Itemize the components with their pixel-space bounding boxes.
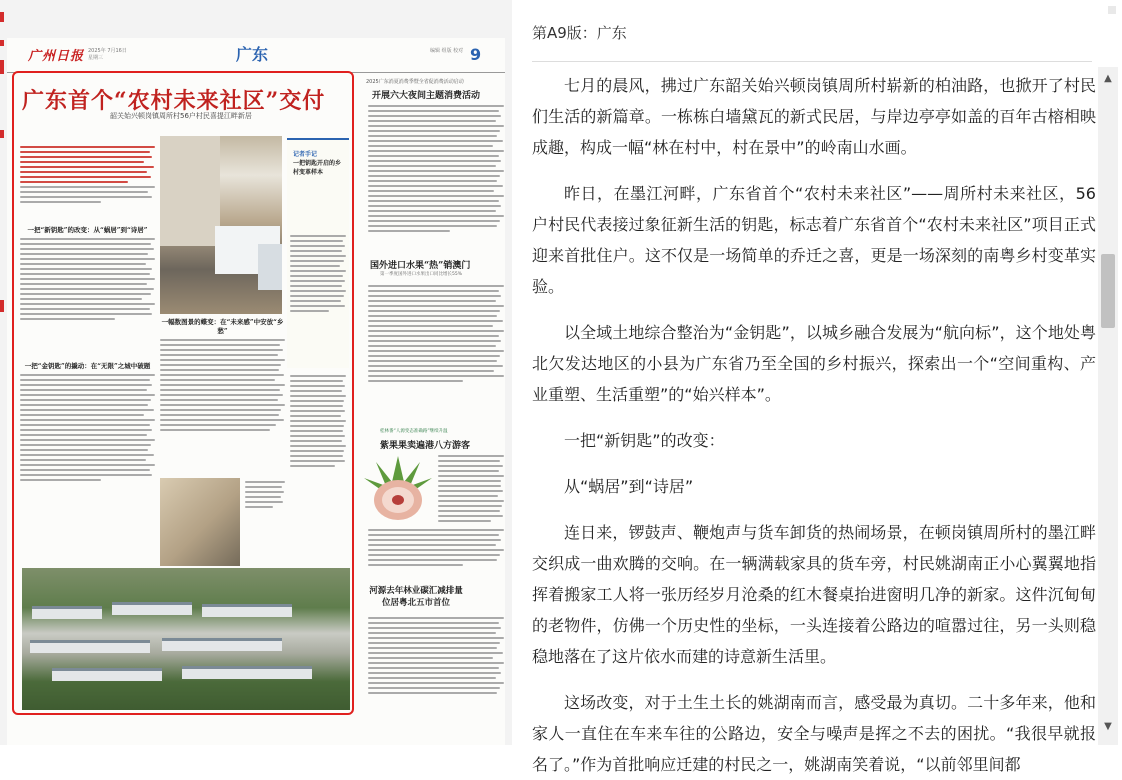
peach-photo	[360, 452, 436, 522]
reporter-note-title: 记者手记 一把钥匙开启的乡村变革样本	[293, 151, 342, 176]
edge-marker	[0, 40, 4, 46]
article-body[interactable]	[532, 70, 1096, 774]
edge-marker	[0, 300, 4, 312]
window-handle-icon	[1108, 6, 1116, 14]
article-paragraph: 从“蜗居”到“诗居”	[564, 477, 694, 496]
page-number: 9	[470, 45, 482, 64]
article-paragraph: 这场改变，对于土生土长的姚湖南而言，感受最为真切。二十多年来，他和家人一直住在车来车往的公路边，安全与噪声是挥之不去的困扰。“我很早就报名了。”作为首批响应迁建的村民之一，姚湖南笑着说，“以前邻里间都	[532, 693, 1096, 774]
edge-marker	[0, 130, 4, 138]
article-paragraph: 七月的晨风，拂过广东韶关始兴顿岗镇周所村崭新的柏油路，也掀开了村民们生活的新篇章。一栋栋白墙黛瓦的新式民居，与岸边亭亭如盖的百年古榕相映成趣，构成一幅“林在村中，村在景中”的岭南山水画。	[532, 76, 1096, 157]
newspaper-page-view[interactable]	[0, 0, 513, 745]
right-article-4-text	[368, 614, 504, 697]
right-article-1-text	[368, 102, 504, 235]
article-paragraph: 以全域土地综合整治为“金钥匙”，以城乡融合发展为“航向标”，这个地处粤北欠发达地区的小县为广东省乃至全国的乡村振兴，探索出一个“空间重构、产业重塑、生活重塑”的“始兴样本”。	[532, 323, 1096, 404]
article-paragraph: 连日来，锣鼓声、鞭炮声与货车卸货的热闹场景，在顿岗镇周所村的墨江畔交织成一曲欢腾的交响。在一辆满载家具的货车旁，村民姚湖南正小心翼翼地指挥着搬家工人将一张历经岁月沧桑的红木餐桌抬进窗明几净的新家。这件沉甸甸的老物件，仿佛一个历史性的坐标，一头连接着公路边的喧嚣过往，另一头则稳稳地落在了这片依水而建的诗意新生活里。	[532, 523, 1096, 666]
selected-article-highlight[interactable]	[12, 71, 354, 715]
column-section-a: 一把“新钥匙”的改变：从“蜗居”到“诗居”	[20, 226, 155, 323]
column-section-c: 一幅数图景的蝶变：在“未来感”中安放“乡愁”	[160, 318, 285, 434]
right-article-subhead-2: 第一季度国外进口水果出口同比增长55%	[380, 272, 463, 277]
scrollbar-thumb[interactable]	[1101, 254, 1115, 328]
paper-logo: 广州日报	[28, 49, 85, 64]
article-headline: 广东首个“农村未来社区”交付	[22, 88, 326, 114]
right-article-3-more	[368, 526, 504, 569]
right-article-3-text	[438, 452, 504, 525]
column-section-b: 一把“金钥匙”的撬动：在“无限”之城中破题	[20, 362, 155, 484]
right-column-kicker: 2025广东消夏消费季暨全省促消费活动启动	[366, 79, 464, 85]
header-divider	[532, 61, 1092, 62]
right-article-2-text	[368, 282, 504, 385]
article-reader-pane[interactable]	[512, 0, 1122, 774]
scroll-up-arrow-icon[interactable]: ▲	[1104, 73, 1112, 84]
page-label: 第A9版：广东	[532, 24, 627, 42]
right-article-headline-2: 国外进口水果“热”销澳门	[370, 261, 471, 271]
page-meta: 编辑 组版 校对	[430, 48, 464, 54]
paper-date: 2025年 7月16日 星期三	[88, 48, 127, 61]
edge-marker	[0, 60, 4, 74]
right-article-kicker-3: 桂林番“人源变态准确路”继续升温	[380, 429, 448, 434]
right-article-headline-3: 紫果果卖遍港八方游客	[380, 441, 471, 451]
scroll-down-arrow-icon[interactable]: ▼	[1104, 721, 1112, 732]
right-article-headline-1: 开展六大夜间主题消费活动	[372, 91, 481, 101]
article-subhead: 韶关始兴顿岗镇周所村56户村民喜提江畔新居	[110, 112, 252, 120]
right-article-headline-4: 河源去年林业碳汇减排量位居粤北五市首位	[369, 586, 463, 608]
edge-marker	[0, 12, 4, 22]
article-paragraph: 一把“新钥匙”的改变：	[564, 431, 725, 450]
article-paragraph: 昨日，在墨江河畔，广东省首个“农村未来社区”——周所村未来社区，56户村民代表接过象征新生活的钥匙，标志着广东省首个“农村未来社区”项目正式迎来首批住户。这不仅是一场简单的乔迁之喜，更是一场深刻的南粤乡村变革实验。	[532, 184, 1096, 296]
section-title: 广东	[236, 45, 269, 64]
vertical-scrollbar[interactable]	[1098, 67, 1118, 745]
